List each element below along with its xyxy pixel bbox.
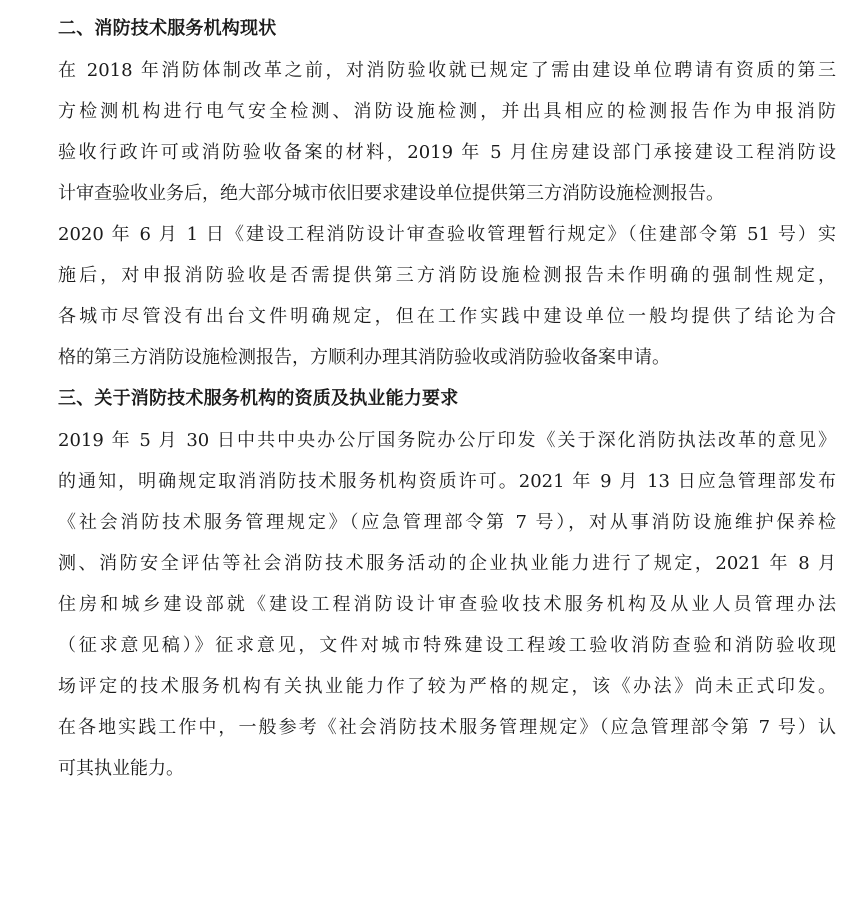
text-line: 施后，对申报消防验收是否需提供第三方消防设施检测报告未作明确的强制性规定， bbox=[58, 265, 836, 286]
text-line: 可其执业能力。 bbox=[58, 758, 184, 779]
text-line: 格的第三方消防设施检测报告，方顺利办理其消防验收或消防验收备案申请。 bbox=[58, 347, 670, 368]
text-line: 验收行政许可或消防验收备案的材料，2019 年 5 月住房建设部门承接建设工程消防设 bbox=[58, 142, 836, 163]
text-line: 计审查验收业务后，绝大部分城市依旧要求建设单位提供第三方消防设施检测报告。 bbox=[58, 183, 724, 204]
text-line: 在各地实践工作中，一般参考《社会消防技术服务管理规定》（应急管理部令第 7 号）认 bbox=[58, 717, 836, 738]
text-line: 测、消防安全评估等社会消防技术服务活动的企业执业能力进行了规定，2021 年 8 月 bbox=[58, 553, 836, 574]
text-line: 《社会消防技术服务管理规定》（应急管理部令第 7 号），对从事消防设施维护保养检 bbox=[58, 512, 836, 533]
text-line: 2019 年 5 月 30 日中共中央办公厅国务院办公厅印发《关于深化消防执法改革的意见》 bbox=[58, 430, 836, 451]
text-line: 场评定的技术服务机构有关执业能力作了较为严格的规定，该《办法》尚未正式印发。 bbox=[58, 676, 836, 697]
section-2-paragraph-2 bbox=[58, 214, 836, 378]
text-line: 方检测机构进行电气安全检测、消防设施检测，并出具相应的检测报告作为申报消防 bbox=[58, 101, 836, 122]
section-heading-2: 二、消防技术服务机构现状 bbox=[58, 18, 277, 39]
section-3-paragraph-1 bbox=[58, 420, 836, 789]
text-line: （征求意见稿）》征求意见，文件对城市特殊建设工程竣工验收消防查验和消防验收现 bbox=[58, 635, 836, 656]
text-line: 各城市尽管没有出台文件明确规定，但在工作实践中建设单位一般均提供了结论为合 bbox=[58, 306, 836, 327]
text-line: 住房和城乡建设部就《建设工程消防设计审查验收技术服务机构及从业人员管理办法 bbox=[58, 594, 836, 615]
text-line: 在 2018 年消防体制改革之前，对消防验收就已规定了需由建设单位聘请有资质的第三 bbox=[58, 60, 836, 81]
text-line: 的通知，明确规定取消消防技术服务机构资质许可。2021 年 9 月 13 日应急管理部发布 bbox=[58, 471, 836, 492]
section-heading-3: 三、关于消防技术服务机构的资质及执业能力要求 bbox=[58, 388, 459, 409]
text-line: 2020 年 6 月 1 日《建设工程消防设计审查验收管理暂行规定》（住建部令第 51 号）实 bbox=[58, 224, 836, 245]
section-2-paragraph-1 bbox=[58, 50, 836, 214]
